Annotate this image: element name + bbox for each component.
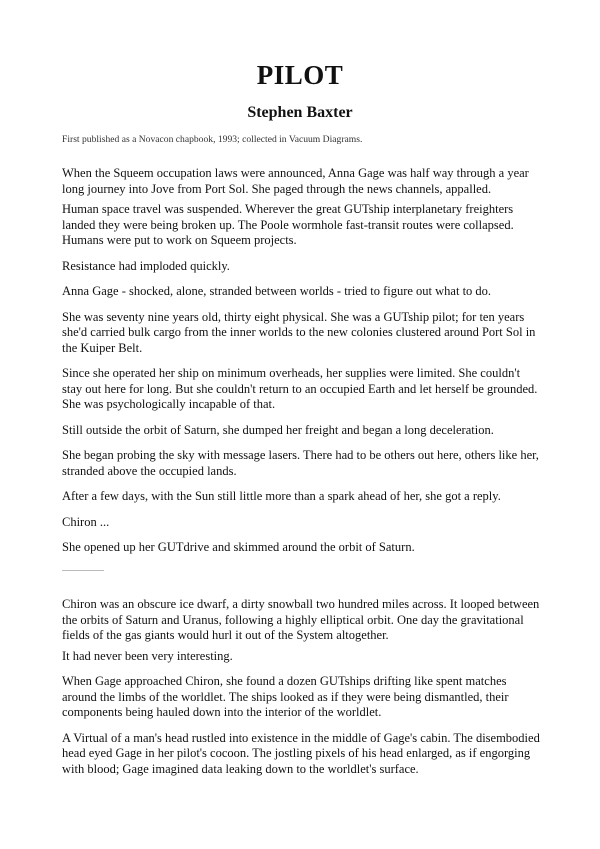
section-divider bbox=[62, 570, 104, 571]
section-one bbox=[62, 166, 542, 566]
paragraph: Human space travel was suspended. Wherever the great GUTship interplanetary freighters landed they were being broken up. The Poole wormhole fast-transit routes were collapsed. Humans were put to work on Squeem projects. bbox=[62, 202, 514, 247]
paragraph: When the Squeem occupation laws were announced, Anna Gage was half way through a year long journey into Jove from Port Sol. She paged through the news channels, appalled. bbox=[62, 166, 529, 196]
story-title: PILOT bbox=[256, 60, 344, 90]
paragraph: She began probing the sky with message lasers. There had to be others out here, others like her, stranded above the occupied lands. bbox=[62, 448, 539, 478]
publication-note: First published as a Novacon chapbook, 1993; collected in Vacuum Diagrams. bbox=[62, 134, 363, 145]
paragraph: Chiron was an obscure ice dwarf, a dirty snowball two hundred miles across. It looped between the orbits of Saturn and Uranus, following a highly elliptical orbit. One day the gravitational fields of the gas giants would hurl it out of the System altogether. bbox=[62, 597, 540, 642]
paragraph: She opened up her GUTdrive and skimmed around the orbit of Saturn. bbox=[62, 540, 415, 554]
paragraph: Resistance had imploded quickly. bbox=[62, 258, 230, 273]
paragraph: Anna Gage - shocked, alone, stranded between worlds - tried to figure out what to do. bbox=[62, 284, 492, 298]
paragraph: Chiron ... bbox=[62, 514, 110, 529]
paragraph: It had never been very interesting. bbox=[62, 648, 233, 663]
story-author: Stephen Baxter bbox=[247, 104, 353, 121]
paragraph: Since she operated her ship on minimum overheads, her supplies were limited. She couldn't stay out here for long. But she couldn't return to an occupied Earth and let herself be grounded. She was psychologically incapable of that. bbox=[62, 366, 538, 411]
paragraph: When Gage approached Chiron, she found a dozen GUTships drifting like spent matches around the limbs of the worldlet. The ships looked as if they were being dismantled, their components being hauled down into the interior of the worldlet. bbox=[62, 674, 509, 719]
paragraph: She was seventy nine years old, thirty eight physical. She was a GUTship pilot; for ten years she'd carried bulk cargo from the inner worlds to the new colonies clustered around Port Sol in the Kuiper Belt. bbox=[62, 309, 536, 355]
paragraph: A Virtual of a man's head rustled into existence in the middle of Gage's cabin. The disembodied head eyed Gage in her pilot's cocoon. The jostling pixels of his head enlarged, as if engorging with blood; Gage imagined data leaking down to the worldlet's surface. bbox=[62, 730, 540, 776]
paragraph: After a few days, with the Sun still little more than a spark ahead of her, she got a reply. bbox=[62, 489, 501, 503]
section-two bbox=[62, 597, 542, 787]
paragraph: Still outside the orbit of Saturn, she dumped her freight and began a long deceleration. bbox=[62, 422, 494, 437]
